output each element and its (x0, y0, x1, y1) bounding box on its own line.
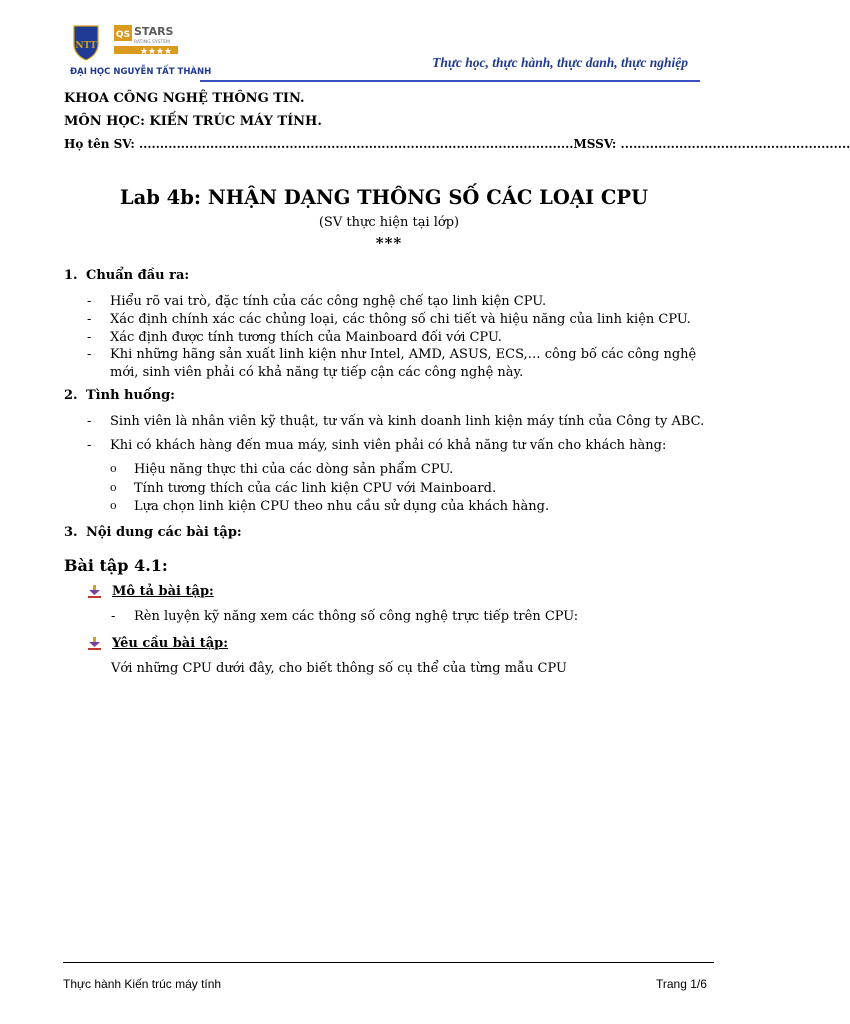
sub-list-item (110, 462, 724, 477)
logo-university-name: ĐẠI HỌC NGUYỄN TẤT THÀNH (70, 67, 212, 77)
circle-marker: o (110, 481, 117, 494)
student-info-line (64, 137, 850, 151)
list-item (87, 311, 730, 329)
circle-marker: o (110, 462, 117, 475)
section-title: Chuẩn đầu ra: (86, 268, 190, 283)
section-number: 1. (64, 268, 78, 283)
faculty-line: KHOA CÔNG NGHỆ THÔNG TIN. (64, 91, 305, 106)
requirement-text: Với những CPU dưới đây, cho biết thông số cụ thể của từng mẫu CPU (111, 661, 567, 676)
section-number: 3. (64, 525, 78, 540)
section-title: Tình huống: (86, 388, 175, 403)
logo-badge-text: NTT (75, 41, 97, 51)
list-item-text: Rèn luyện kỹ năng xem các thông số công nghệ trực tiếp trên CPU: (134, 609, 579, 624)
arrow-down-icon (88, 637, 102, 651)
sub-list-item (110, 499, 724, 514)
sub-list-item-text: Hiệu năng thực thi của các dòng sản phẩm CPU. (134, 462, 454, 477)
section-1-heading (64, 268, 189, 283)
dash-marker: - (87, 330, 92, 345)
list-item (87, 413, 730, 431)
sub-list-item-text: Lựa chọn linh kiện CPU theo nhu cầu sử dụng của khách hàng. (134, 499, 550, 514)
section-number: 2. (64, 388, 78, 403)
footer-left: Thực hành Kiến trúc máy tính (63, 977, 222, 991)
list-item-text: Sinh viên là nhân viên kỹ thuật, tư vấn và kinh doanh linh kiện máy tính của Công ty ABC. (110, 414, 705, 429)
list-item (87, 346, 722, 381)
logo-qs-text: QS (115, 30, 131, 40)
footer-divider (63, 962, 714, 963)
description-heading (112, 584, 214, 599)
exercise-title: Bài tập 4.1: (64, 556, 168, 575)
requirement-heading (112, 636, 228, 651)
section-2-heading (64, 388, 175, 403)
course-line: MÔN HỌC: KIẾN TRÚC MÁY TÍNH. (64, 114, 322, 129)
separator: *** (375, 234, 403, 252)
list-item (87, 437, 730, 455)
student-name-field: Họ tên SV: ........................................................................................................ (64, 137, 574, 151)
section-3-heading (64, 525, 242, 540)
circle-marker: o (110, 499, 117, 512)
dash-marker: - (87, 312, 92, 327)
description-heading-text: Mô tả bài tập: (112, 584, 214, 599)
list-item-text: Xác định chính xác các chủng loại, các thông số chi tiết và hiệu năng của linh kiện CPU. (110, 312, 691, 327)
requirement-heading-text: Yêu cầu bài tập: (112, 636, 229, 651)
logo-rating-text: RATING SYSTEM (134, 40, 170, 45)
header-divider (200, 80, 700, 82)
page-number: Trang 1/6 (656, 977, 707, 991)
logo-stars-text: STARS (134, 25, 174, 38)
arrow-down-icon (88, 585, 102, 599)
school-motto: Thực học, thực hành, thực danh, thực nghiệp (432, 55, 688, 70)
dash-marker: - (111, 609, 116, 624)
sub-list-item (110, 481, 724, 496)
university-logo (70, 22, 210, 82)
dash-marker: - (87, 347, 92, 362)
sub-list-item-text: Tính tương thích của các linh kiện CPU với Mainboard. (134, 481, 497, 496)
page-subtitle: (SV thực hiện tại lớp) (318, 215, 460, 230)
list-item (87, 329, 730, 347)
page-title: Lab 4b: NHẬN DẠNG THÔNG SỐ CÁC LOẠI CPU (119, 186, 649, 209)
list-item (87, 293, 730, 311)
section-title: Nội dung các bài tập: (86, 525, 242, 540)
list-item-text: Khi những hãng sản xuất linh kiện như Intel, AMD, ASUS, ECS,… công bố các công nghệ mới, sinh viên phải có khả năng tự tiếp cận các công nghệ này. (110, 347, 697, 380)
dash-marker: - (87, 414, 92, 429)
dash-marker: - (87, 294, 92, 309)
list-item-text: Khi có khách hàng đến mua máy, sinh viên phải có khả năng tư vấn cho khách hàng: (110, 438, 667, 453)
list-item-text: Xác định được tính tương thích của Mainboard đối với CPU. (110, 330, 502, 345)
mssv-field: MSSV: ....................................................... (573, 137, 850, 151)
list-item (111, 608, 724, 626)
list-item-text: Hiểu rõ vai trò, đặc tính của các công nghệ chế tạo linh kiện CPU. (110, 294, 547, 309)
dash-marker: - (87, 438, 92, 453)
